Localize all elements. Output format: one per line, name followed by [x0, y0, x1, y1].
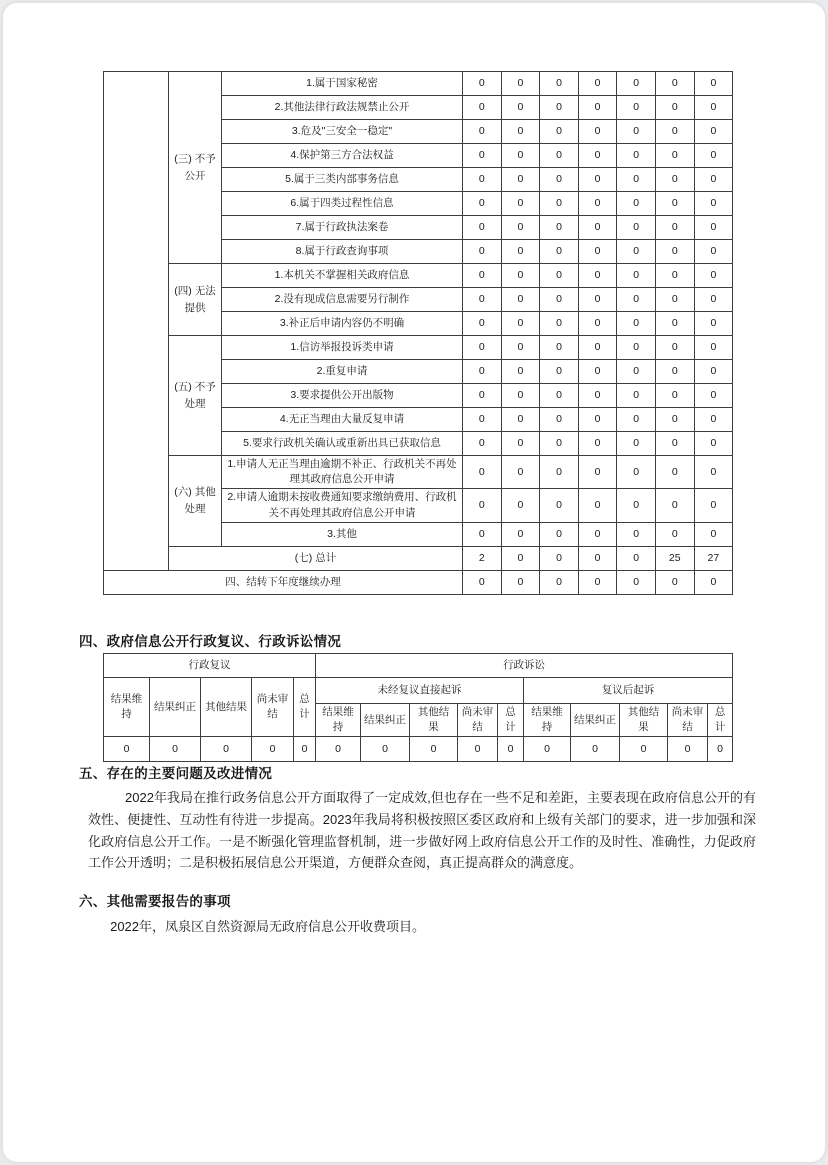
value-cell: 0	[463, 120, 502, 144]
row-label-cell: 1.本机关不掌握相关政府信息	[222, 264, 463, 288]
value-cell: 0	[655, 288, 694, 312]
value-cell: 0	[501, 408, 540, 432]
value-cell: 0	[694, 408, 733, 432]
value-cell: 0	[668, 737, 708, 762]
value-cell: 0	[463, 360, 502, 384]
value-cell: 0	[617, 489, 656, 522]
value-cell: 0	[694, 384, 733, 408]
carryover-label-cell: 四、结转下年度继续办理	[104, 570, 463, 594]
row-label-cell: 4.无正当理由大量反复申请	[222, 408, 463, 432]
row-label-cell: 5.要求行政机关确认或重新出具已获取信息	[222, 432, 463, 456]
value-cell: 0	[694, 120, 733, 144]
table-header-row	[104, 678, 733, 704]
report-page	[3, 3, 825, 1162]
post-review-result-header: 结果维持	[524, 704, 571, 737]
value-cell: 0	[578, 264, 617, 288]
value-cell: 0	[463, 570, 502, 594]
value-cell: 0	[694, 96, 733, 120]
carryover-row	[104, 570, 733, 594]
left-spacer-cell	[104, 72, 169, 571]
row-label-cell: 1.属于国家秘密	[222, 72, 463, 96]
value-cell: 0	[540, 72, 579, 96]
value-cell: 0	[501, 570, 540, 594]
value-cell: 0	[501, 384, 540, 408]
value-cell: 0	[617, 360, 656, 384]
other-items-paragraph: 2022年，凤泉区自然资源局无政府信息公开收费项目。	[110, 919, 426, 934]
value-cell: 0	[104, 737, 150, 762]
value-cell: 0	[617, 264, 656, 288]
value-cell: 0	[463, 408, 502, 432]
value-cell: 0	[463, 336, 502, 360]
value-cell: 0	[694, 522, 733, 546]
value-cell: 0	[540, 408, 579, 432]
row-label-cell: 3.要求提供公开出版物	[222, 384, 463, 408]
value-cell: 0	[578, 72, 617, 96]
review-result-header: 尚未审结	[252, 678, 294, 737]
value-cell: 0	[458, 737, 498, 762]
value-cell: 0	[655, 312, 694, 336]
value-cell: 0	[694, 336, 733, 360]
row-label-cell: 8.属于行政查询事项	[222, 240, 463, 264]
value-cell: 0	[501, 360, 540, 384]
value-cell: 0	[655, 72, 694, 96]
direct-result-header: 尚未审结	[458, 704, 498, 737]
table-row	[104, 456, 733, 489]
value-cell: 0	[498, 737, 524, 762]
value-cell: 0	[694, 312, 733, 336]
review-result-header: 结果维持	[104, 678, 150, 737]
value-cell: 0	[540, 192, 579, 216]
value-cell: 0	[463, 72, 502, 96]
value-cell: 0	[540, 120, 579, 144]
category-cell: (五) 不予处理	[169, 336, 222, 456]
post-review-suit-header: 复议后起诉	[524, 678, 733, 704]
value-cell: 0	[694, 432, 733, 456]
value-cell: 0	[694, 216, 733, 240]
value-cell: 0	[463, 216, 502, 240]
value-cell: 0	[201, 737, 252, 762]
value-cell: 0	[617, 144, 656, 168]
value-cell: 0	[463, 432, 502, 456]
value-cell: 27	[694, 546, 733, 570]
value-cell: 0	[578, 522, 617, 546]
value-cell: 0	[540, 456, 579, 489]
value-cell: 0	[655, 408, 694, 432]
value-cell: 0	[655, 264, 694, 288]
value-cell: 0	[655, 432, 694, 456]
value-cell: 0	[316, 737, 361, 762]
value-cell: 0	[578, 408, 617, 432]
value-cell: 0	[501, 192, 540, 216]
review-litigation-table	[103, 653, 733, 762]
value-cell: 0	[694, 288, 733, 312]
value-cell: 0	[540, 96, 579, 120]
value-cell: 0	[694, 456, 733, 489]
value-cell: 0	[252, 737, 294, 762]
value-cell: 0	[540, 240, 579, 264]
table-row	[104, 336, 733, 360]
value-cell: 0	[540, 384, 579, 408]
value-cell: 0	[463, 489, 502, 522]
category-cell: (三) 不予公开	[169, 72, 222, 264]
value-cell: 0	[694, 144, 733, 168]
value-cell: 0	[617, 432, 656, 456]
value-cell: 0	[463, 144, 502, 168]
row-label-cell: 3.危及"三安全一稳定"	[222, 120, 463, 144]
value-cell: 0	[655, 336, 694, 360]
problems-paragraph: 2022年我局在推行政务信息公开方面取得了一定成效,但也存在一些不足和差距，主要表现在政府信息公开的有效性、便捷性、互动性有待进一步提高。2023年我局将积极按照区委区政府和上级有关部门的要求，进一步加强和深化政府信息公开工作。一是不断强化管理监督机制，进一步做好网上政府信息公开工作的及时性、准确性，力促政府工作公开透明；二是积极拓展信息公开渠道，方便群众查阅，真正提高群众的满意度。	[88, 790, 756, 871]
value-cell: 0	[501, 432, 540, 456]
table-data-row	[104, 737, 733, 762]
value-cell: 0	[617, 312, 656, 336]
value-cell: 0	[578, 432, 617, 456]
value-cell: 0	[655, 216, 694, 240]
post-review-result-header: 结果纠正	[571, 704, 620, 737]
row-label-cell: 3.补正后申请内容仍不明确	[222, 312, 463, 336]
value-cell: 0	[501, 264, 540, 288]
value-cell: 0	[463, 168, 502, 192]
value-cell: 0	[578, 168, 617, 192]
value-cell: 0	[501, 456, 540, 489]
direct-suit-header: 未经复议直接起诉	[316, 678, 524, 704]
direct-result-header: 结果纠正	[361, 704, 410, 737]
value-cell: 0	[617, 216, 656, 240]
value-cell: 0	[617, 72, 656, 96]
row-label-cell: 6.属于四类过程性信息	[222, 192, 463, 216]
value-cell: 0	[501, 96, 540, 120]
value-cell: 0	[361, 737, 410, 762]
value-cell: 2	[463, 546, 502, 570]
value-cell: 0	[617, 168, 656, 192]
value-cell: 0	[578, 96, 617, 120]
section-other-title: 六、其他需要报告的事项	[79, 894, 231, 909]
value-cell: 0	[540, 489, 579, 522]
value-cell: 0	[501, 144, 540, 168]
value-cell: 0	[617, 240, 656, 264]
row-label-cell: 2.申请人逾期未按收费通知要求缴纳费用、行政机关不再处理其政府信息公开申请	[222, 489, 463, 522]
value-cell: 0	[578, 312, 617, 336]
value-cell: 0	[617, 336, 656, 360]
review-result-header: 其他结果	[201, 678, 252, 737]
row-label-cell: 2.重复申请	[222, 360, 463, 384]
value-cell: 0	[617, 408, 656, 432]
value-cell: 0	[540, 360, 579, 384]
value-cell: 0	[620, 737, 668, 762]
value-cell: 0	[501, 168, 540, 192]
row-label-cell: 1.申请人无正当理由逾期不补正、行政机关不再处理其政府信息公开申请	[222, 456, 463, 489]
value-cell: 0	[578, 192, 617, 216]
value-cell: 0	[463, 96, 502, 120]
value-cell: 0	[578, 456, 617, 489]
table-row	[104, 264, 733, 288]
value-cell: 0	[694, 264, 733, 288]
value-cell: 0	[655, 192, 694, 216]
value-cell: 0	[655, 144, 694, 168]
value-cell: 0	[501, 120, 540, 144]
direct-result-header: 总计	[498, 704, 524, 737]
row-label-cell: 4.保护第三方合法权益	[222, 144, 463, 168]
value-cell: 0	[617, 384, 656, 408]
value-cell: 0	[501, 72, 540, 96]
value-cell: 0	[150, 737, 201, 762]
review-result-header: 结果纠正	[150, 678, 201, 737]
value-cell: 0	[694, 489, 733, 522]
value-cell: 0	[617, 192, 656, 216]
direct-result-header: 结果维持	[316, 704, 361, 737]
value-cell: 0	[571, 737, 620, 762]
post-review-result-header: 尚未审结	[668, 704, 708, 737]
value-cell: 0	[617, 288, 656, 312]
row-label-cell: 1.信访举报投诉类申请	[222, 336, 463, 360]
value-cell: 0	[694, 168, 733, 192]
value-cell: 0	[463, 312, 502, 336]
value-cell: 0	[463, 456, 502, 489]
application-results-table	[103, 71, 733, 595]
direct-result-header: 其他结果	[410, 704, 458, 737]
value-cell: 0	[655, 360, 694, 384]
total-row	[104, 546, 733, 570]
value-cell: 0	[578, 120, 617, 144]
value-cell: 0	[578, 360, 617, 384]
value-cell: 0	[540, 312, 579, 336]
value-cell: 0	[655, 168, 694, 192]
value-cell: 0	[540, 288, 579, 312]
value-cell: 0	[655, 456, 694, 489]
row-label-cell: 2.没有现成信息需要另行制作	[222, 288, 463, 312]
value-cell: 0	[694, 570, 733, 594]
post-review-result-header: 总计	[708, 704, 733, 737]
review-group-header: 行政复议	[104, 654, 316, 678]
section-problems-title: 五、存在的主要问题及改进情况	[79, 766, 273, 781]
litigation-group-header: 行政诉讼	[316, 654, 733, 678]
post-review-result-header: 其他结果	[620, 704, 668, 737]
value-cell: 0	[655, 570, 694, 594]
value-cell: 0	[578, 489, 617, 522]
value-cell: 0	[501, 522, 540, 546]
category-cell: (四) 无法提供	[169, 264, 222, 336]
row-label-cell: 5.属于三类内部事务信息	[222, 168, 463, 192]
section-review-title: 四、政府信息公开行政复议、行政诉讼情况	[79, 634, 342, 649]
row-label-cell: 7.属于行政执法案卷	[222, 216, 463, 240]
value-cell: 0	[694, 72, 733, 96]
value-cell: 0	[617, 456, 656, 489]
value-cell: 0	[655, 522, 694, 546]
total-label-cell: (七) 总计	[169, 546, 463, 570]
value-cell: 0	[501, 336, 540, 360]
value-cell: 0	[578, 288, 617, 312]
value-cell: 0	[540, 336, 579, 360]
value-cell: 0	[463, 522, 502, 546]
value-cell: 0	[463, 240, 502, 264]
value-cell: 0	[540, 216, 579, 240]
value-cell: 0	[617, 546, 656, 570]
value-cell: 0	[655, 120, 694, 144]
value-cell: 0	[524, 737, 571, 762]
value-cell: 0	[617, 96, 656, 120]
value-cell: 0	[463, 288, 502, 312]
table-row	[104, 72, 733, 96]
row-label-cell: 2.其他法律行政法规禁止公开	[222, 96, 463, 120]
value-cell: 0	[540, 546, 579, 570]
value-cell: 0	[501, 489, 540, 522]
value-cell: 0	[501, 216, 540, 240]
value-cell: 0	[410, 737, 458, 762]
value-cell: 0	[578, 570, 617, 594]
value-cell: 0	[540, 522, 579, 546]
value-cell: 0	[694, 360, 733, 384]
value-cell: 0	[540, 432, 579, 456]
value-cell: 0	[694, 240, 733, 264]
value-cell: 0	[501, 546, 540, 570]
value-cell: 0	[578, 240, 617, 264]
value-cell: 0	[578, 336, 617, 360]
value-cell: 0	[540, 264, 579, 288]
value-cell: 0	[463, 264, 502, 288]
value-cell: 0	[655, 96, 694, 120]
value-cell: 0	[501, 288, 540, 312]
value-cell: 25	[655, 546, 694, 570]
value-cell: 0	[540, 168, 579, 192]
category-cell: (六) 其他处理	[169, 456, 222, 547]
value-cell: 0	[655, 240, 694, 264]
value-cell: 0	[578, 216, 617, 240]
value-cell: 0	[463, 384, 502, 408]
row-label-cell: 3.其他	[222, 522, 463, 546]
value-cell: 0	[655, 489, 694, 522]
value-cell: 0	[540, 144, 579, 168]
value-cell: 0	[463, 192, 502, 216]
value-cell: 0	[578, 144, 617, 168]
value-cell: 0	[617, 522, 656, 546]
value-cell: 0	[617, 120, 656, 144]
value-cell: 0	[540, 570, 579, 594]
value-cell: 0	[294, 737, 316, 762]
value-cell: 0	[655, 384, 694, 408]
review-result-header: 总计	[294, 678, 316, 737]
value-cell: 0	[501, 240, 540, 264]
value-cell: 0	[708, 737, 733, 762]
value-cell: 0	[694, 192, 733, 216]
table-header-row	[104, 654, 733, 678]
value-cell: 0	[578, 384, 617, 408]
value-cell: 0	[578, 546, 617, 570]
value-cell: 0	[501, 312, 540, 336]
value-cell: 0	[617, 570, 656, 594]
